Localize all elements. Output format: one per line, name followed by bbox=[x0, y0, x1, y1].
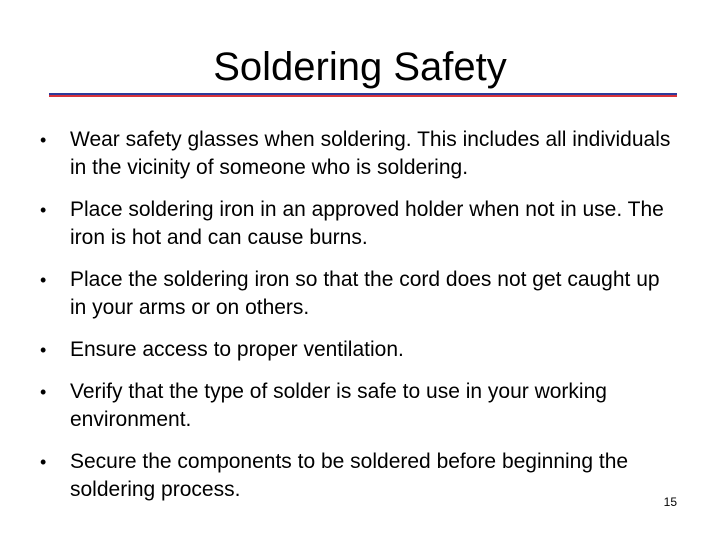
bullet-text: Wear safety glasses when soldering. This includes all individuals in the vicinity of someone who is soldering. bbox=[70, 128, 671, 179]
bullet-icon: • bbox=[40, 382, 47, 402]
bullet-item bbox=[40, 126, 680, 182]
bullet-item bbox=[40, 266, 680, 322]
bullet-icon: • bbox=[40, 200, 47, 220]
bullet-item bbox=[40, 378, 680, 434]
bullet-text: Verify that the type of solder is safe to use in your working environment. bbox=[70, 380, 607, 431]
bullet-text: Secure the components to be soldered before beginning the soldering process. bbox=[70, 450, 629, 501]
bullet-text: Place the soldering iron so that the cord does not get caught up in your arms or on others. bbox=[70, 268, 660, 319]
slide-title: Soldering Safety bbox=[213, 45, 507, 89]
bullet-item bbox=[40, 336, 680, 364]
bullet-text: Place soldering iron in an approved holder when not in use. The iron is hot and can cause burns. bbox=[70, 198, 664, 249]
bullet-text: Ensure access to proper ventilation. bbox=[70, 338, 404, 361]
bullet-icon: • bbox=[40, 130, 47, 150]
bullet-item bbox=[40, 448, 680, 504]
page-number: 15 bbox=[663, 495, 677, 509]
bullet-item bbox=[40, 196, 680, 252]
bullet-icon: • bbox=[40, 452, 47, 472]
bullet-icon: • bbox=[40, 270, 47, 290]
title-underline-red bbox=[49, 95, 677, 97]
bullet-icon: • bbox=[40, 340, 47, 360]
bullet-list bbox=[40, 126, 680, 518]
title-underline bbox=[49, 93, 677, 97]
